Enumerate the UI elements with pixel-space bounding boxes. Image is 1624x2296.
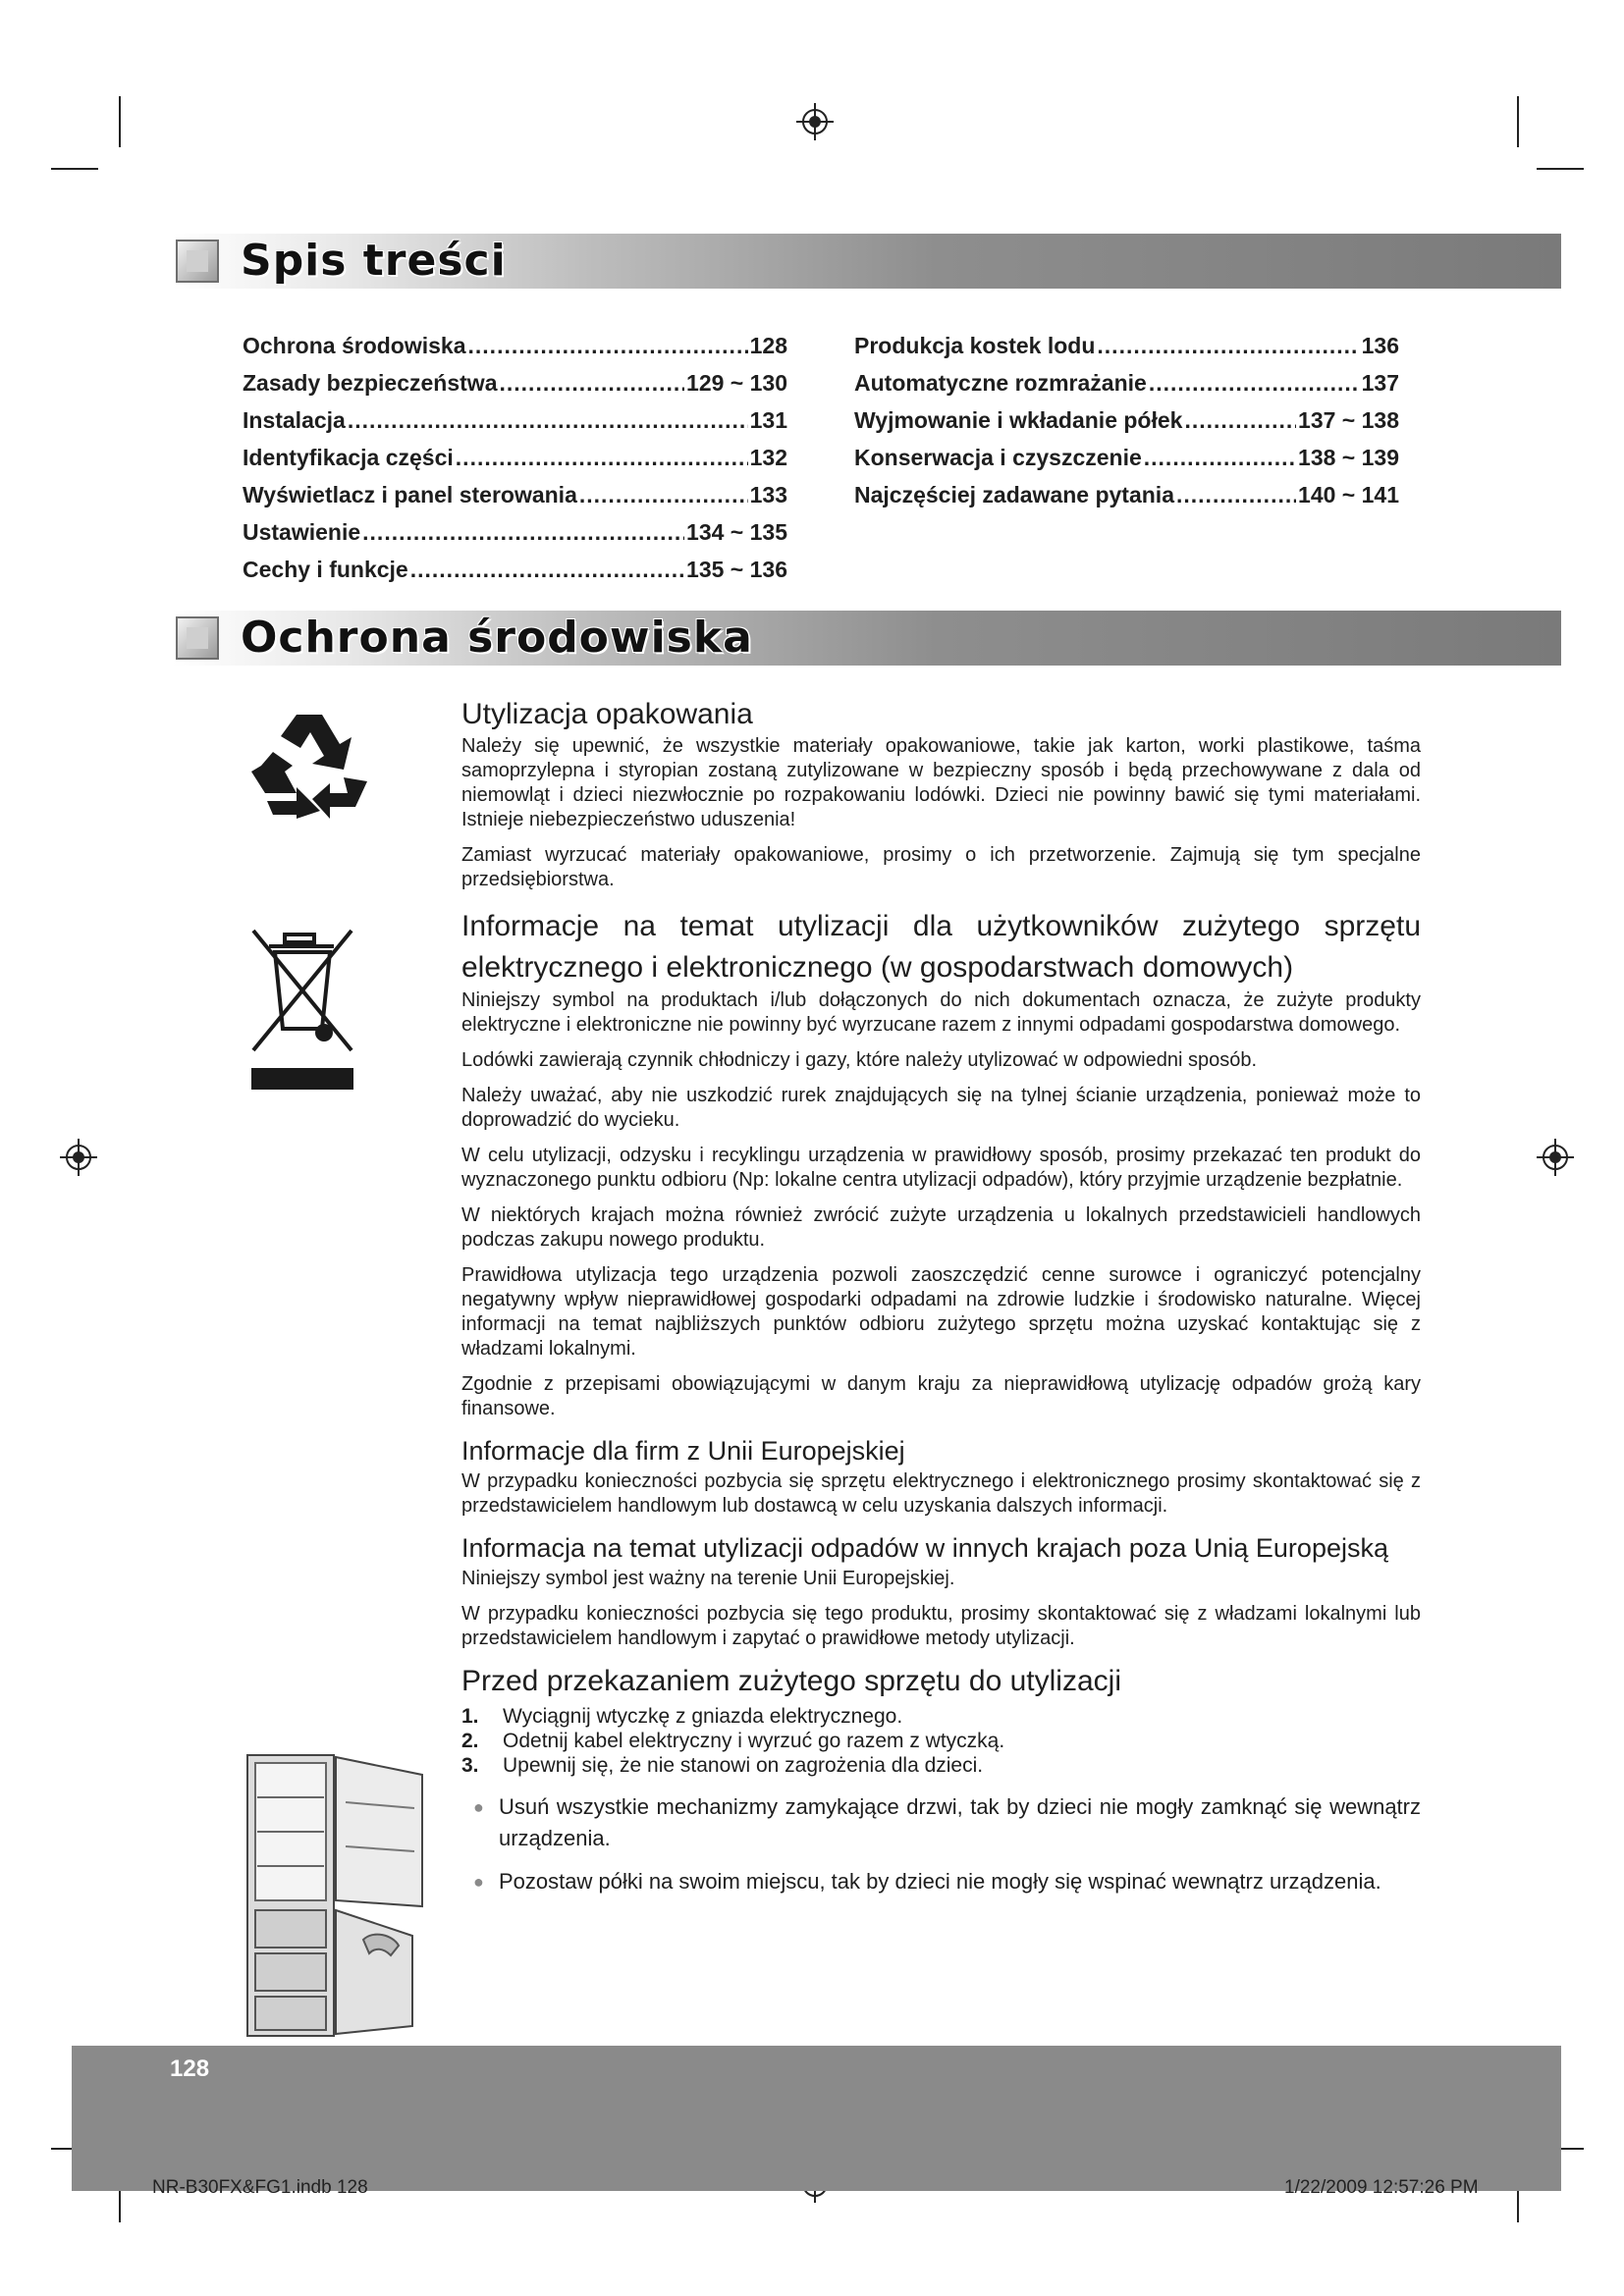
toc-entry[interactable]: Wyświetlacz i panel sterowania ..... 133 bbox=[243, 476, 787, 513]
business-paragraph: W przypadku konieczności pozbycia się sprzętu elektrycznego i elektronicznego prosimy skontaktować się z przedstawicielem handlowym lub dostawcą w celu uzyskania dalszych informacji. bbox=[461, 1470, 1421, 1517]
packaging-paragraph: Należy się upewnić, że wszystkie materiały opakowaniowe, takie jak karton, worki plastikowe, taśma samoprzylepna i styropian zostaną zutylizowane w bezpieczny sposób i będą przechowywane z dala od niemowląt i dzieci niezwłocznie po rozpakowaniu lodówki. Dzieci nie powinny bawić się tymi materiałami. Istnieje niebezpieczeństwo uduszenia! bbox=[461, 735, 1421, 830]
outside-eu-heading: Informacja na temat utylizacji odpadów w innych krajach poza Unią Europejską bbox=[461, 1533, 1388, 1563]
list-item: 3. Upewnij się, że nie stanowi on zagrożenia dla dzieci. bbox=[461, 1754, 984, 1777]
packaging-paragraph: Zamiast wyrzucać materiały opakowaniowe, prosimy o ich przetworzenie. Zajmują się tym specjalne przedsiębiorstwa. bbox=[461, 844, 1421, 890]
fridge-illustration bbox=[245, 1753, 432, 2038]
toc-entry[interactable]: Produkcja kostek lodu ..... 136 bbox=[854, 327, 1399, 364]
weee-paragraph: Niniejszy symbol na produktach i/lub dołączonych do nich dokumentach oznacza, że zużyte produkty elektryczne i elektroniczne nie powinny być wyrzucane razem z innymi odpadami gospodarstwa domowego. bbox=[461, 989, 1421, 1036]
packaging-heading: Utylizacja opakowania bbox=[461, 698, 753, 730]
footer-band bbox=[72, 2046, 1561, 2191]
registration-mark-icon bbox=[1537, 1139, 1574, 1176]
toc-entry[interactable]: Wyjmowanie i wkładanie półek ..... 137 ~ 138 bbox=[854, 401, 1399, 439]
business-heading: Informacje dla firm z Unii Europejskiej bbox=[461, 1436, 905, 1466]
toc-entry[interactable]: Najczęściej zadawane pytania ..... 140 ~ 141 bbox=[854, 476, 1399, 513]
list-item: 2. Odetnij kabel elektryczny i wyrzuć go razem z wtyczką. bbox=[461, 1730, 1005, 1752]
bullet-icon: ● bbox=[473, 1797, 484, 1817]
weee-paragraph: Prawidłowa utylizacja tego urządzenia pozwoli zaoszczędzić cenne surowce i ograniczyć potencjalny negatywny wpływ nieprawidłowej gospodarki odpadami na zdrowie ludzkie i środowisko naturalne. Więcej informacji na temat najbliższych punktów odbioru zużytego sprzętu można uzyskać kontaktując się z władzami lokalnymi. bbox=[461, 1264, 1421, 1360]
env-header-bar bbox=[172, 611, 1561, 666]
toc-title: Spis treści bbox=[241, 236, 507, 286]
registration-mark-icon bbox=[796, 103, 834, 140]
list-item: ● Pozostaw półki na swoim miejscu, tak by dzieci nie mogły się wspinać wewnątrz urządzenia. bbox=[461, 1866, 1421, 1897]
toc-right-column bbox=[854, 327, 1399, 513]
toc-entry[interactable]: Ustawienie ..... 134 ~ 135 bbox=[243, 513, 787, 551]
crop-mark bbox=[1517, 96, 1519, 147]
weee-heading: Informacje na temat utylizacji dla użytkowników zużytego sprzętu elektrycznego i elektronicznego (w gospodarstwach domowych) bbox=[461, 910, 1421, 984]
before-disposal-heading: Przed przekazaniem zużytego sprzętu do utylizacji bbox=[461, 1665, 1121, 1697]
page-number: 128 bbox=[170, 2056, 210, 2082]
bullet-icon: ● bbox=[473, 1872, 484, 1892]
crop-mark bbox=[119, 96, 121, 147]
crop-mark bbox=[1537, 168, 1584, 170]
weee-paragraph: Należy uważać, aby nie uszkodzić rurek znajdujących się na tylnej ścianie urządzenia, ponieważ może to doprowadzić do wycieku. bbox=[461, 1085, 1421, 1131]
toc-entry[interactable]: Identyfikacja części ..... 132 bbox=[243, 439, 787, 476]
weee-paragraph: W celu utylizacji, odzysku i recyklingu urządzenia w prawidłowy sposób, prosimy przekazać ten produkt do wyznaczonego punktu odbioru (Np: lokalne centra utylizacji odpadów), który przyjmie urządzenie bezpłatnie. bbox=[461, 1145, 1421, 1191]
weee-paragraph: W niektórych krajach można również zwrócić zużyte urządzenia u lokalnych przedstawicieli handlowych podczas zakupu nowego produktu. bbox=[461, 1204, 1421, 1251]
list-item: ● Usuń wszystkie mechanizmy zamykające drzwi, tak by dzieci nie mogły zamknąć się wewnątrz urządzenia. bbox=[461, 1791, 1421, 1854]
file-slug: NR-B30FX&FG1.indb 128 bbox=[152, 2177, 368, 2198]
toc-entry[interactable]: Cechy i funkcje ..... 135 ~ 136 bbox=[243, 551, 787, 588]
list-item: 1. Wyciągnij wtyczkę z gniazda elektrycznego. bbox=[461, 1705, 903, 1728]
toc-entry[interactable]: Automatyczne rozmrażanie ..... 137 bbox=[854, 364, 1399, 401]
crossed-bin-icon bbox=[247, 923, 357, 1099]
recycle-icon bbox=[245, 709, 373, 822]
header-square-icon bbox=[176, 240, 219, 283]
toc-entry[interactable]: Zasady bezpieczeństwa ..... 129 ~ 130 bbox=[243, 364, 787, 401]
weee-paragraph: Zgodnie z przepisami obowiązującymi w danym kraju za nieprawidłową utylizację odpadów grożą kary finansowe. bbox=[461, 1373, 1421, 1419]
toc-entry[interactable]: Konserwacja i czyszczenie ..... 138 ~ 139 bbox=[854, 439, 1399, 476]
bullets-list bbox=[461, 1791, 1421, 1897]
toc-entry[interactable]: Instalacja ..... 131 bbox=[243, 401, 787, 439]
toc-left-column bbox=[243, 327, 787, 588]
outside-eu-paragraph: W przypadku konieczności pozbycia się tego produktu, prosimy skontaktować się z władzami lokalnymi lub przedstawicielem handlowym i zapytać o prawidłowe metody utylizacji. bbox=[461, 1603, 1421, 1649]
env-title: Ochrona środowiska bbox=[241, 613, 753, 663]
steps-list bbox=[461, 1704, 1421, 1778]
crop-mark bbox=[51, 168, 98, 170]
header-square-icon bbox=[176, 616, 219, 660]
toc-header-bar bbox=[172, 234, 1561, 289]
registration-mark-icon bbox=[60, 1139, 97, 1176]
main-content bbox=[461, 695, 1421, 1909]
print-timestamp: 1/22/2009 12:57:26 PM bbox=[1284, 2177, 1479, 2198]
outside-eu-paragraph: Niniejszy symbol jest ważny na terenie Unii Europejskiej. bbox=[461, 1568, 955, 1589]
weee-paragraph: Lodówki zawierają czynnik chłodniczy i gazy, które należy utylizować w odpowiedni sposób. bbox=[461, 1049, 1258, 1071]
toc-entry[interactable]: Ochrona środowiska ..... 128 bbox=[243, 327, 787, 364]
